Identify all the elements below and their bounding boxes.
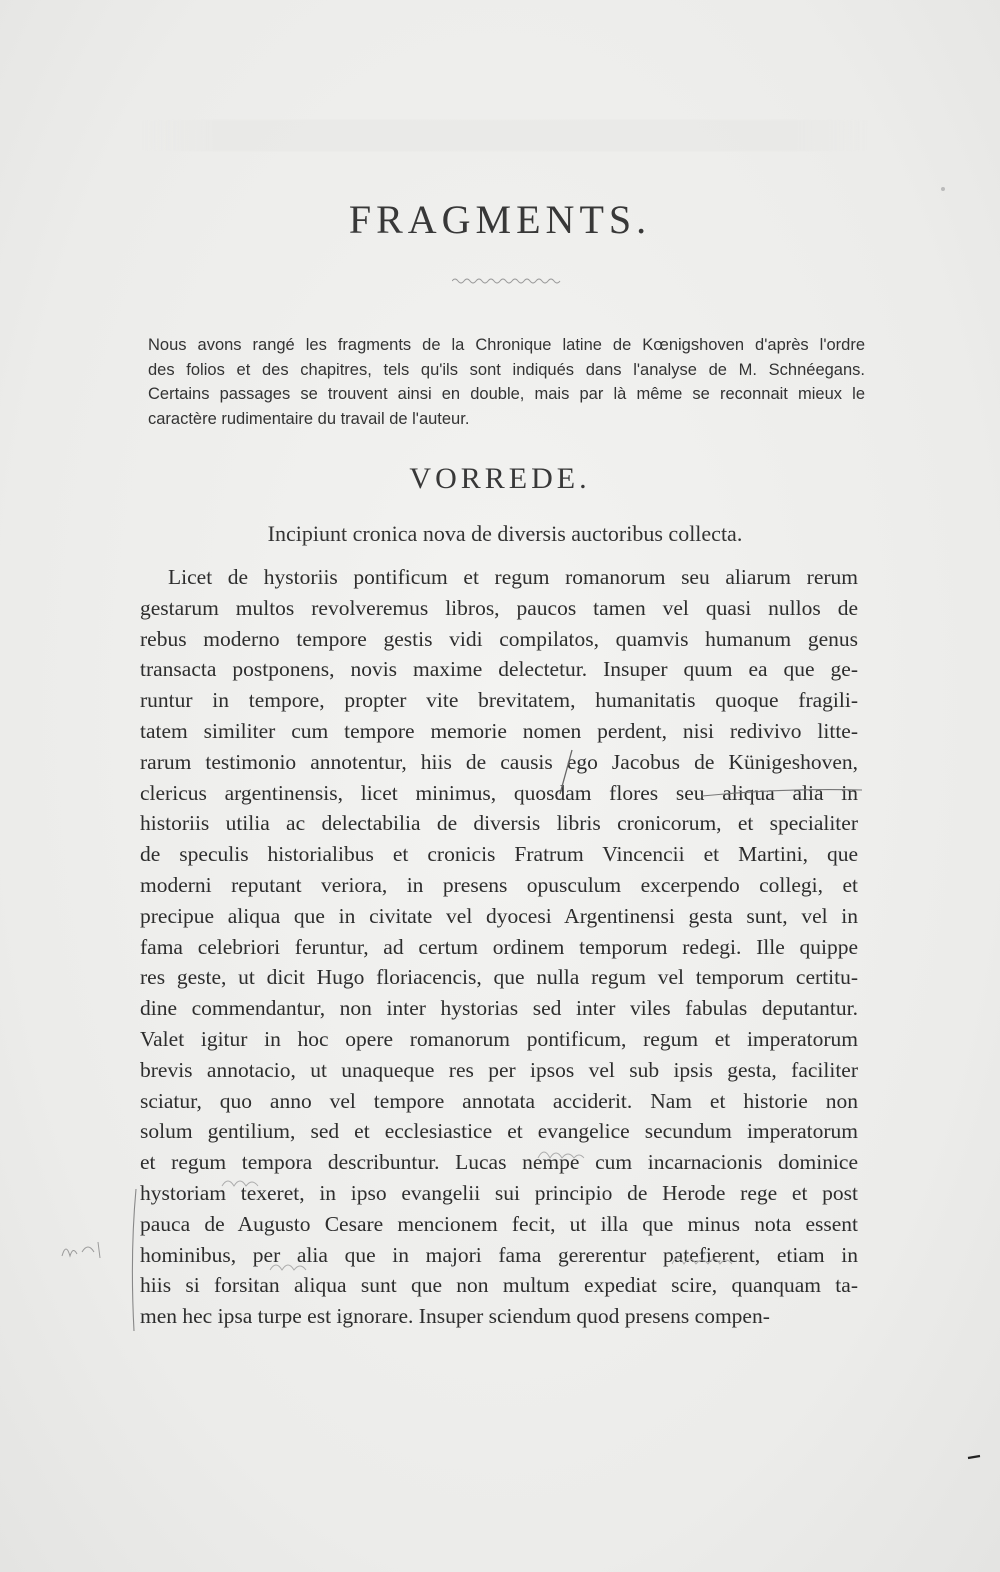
body-line: moderni reputant veriora, in presens opusculum excerpendo collegi, et — [140, 872, 858, 897]
intro-line: Certains passages se trouvent ainsi en double, mais par là même se reconnait mieux le — [148, 385, 865, 403]
body-line: Valet igitur in hoc opere romanorum pontificum, regum et imperatorum — [140, 1026, 858, 1051]
body-line: hominibus, per alia que in majori fama gererentur patefierent, etiam in — [140, 1242, 858, 1267]
body-line: sciatur, quo anno vel tempore annotata acciderit. Nam et historie non — [140, 1088, 858, 1113]
intro-line: des folios et des chapitres, tels qu'ils sont indiqués dans l'analyse de M. Schnéegans. — [148, 360, 865, 379]
editorial-note — [148, 333, 865, 431]
intro-line: Nous avons rangé les fragments de la Chronique latine de Kœnigshoven d'après l'ordre — [148, 336, 865, 354]
pencil-margin-scribble — [58, 1232, 108, 1266]
intro-line: caractère rudimentaire du travail de l'auteur. — [148, 409, 470, 428]
latin-body-text — [140, 562, 858, 1332]
body-line: hystoriam texeret, in ipso evangelii sui principio de Herode rege et post — [140, 1180, 858, 1205]
body-line: rarum testimonio annotentur, hiis de causis ego Jacobus de Künigeshoven, — [140, 749, 858, 774]
body-line: brevis annotacio, ut unaqueque res per ipsos vel sub ipsis gesta, faciliter — [140, 1057, 858, 1082]
body-line: transacta postponens, novis maxime delectetur. Insuper quum ea que ge- — [140, 657, 858, 682]
bleed-through-shadow — [140, 120, 870, 151]
body-line: clericus argentinensis, licet minimus, quosdam flores seu aliqua alia in — [140, 780, 858, 805]
body-line: hiis si forsitan aliqua sunt que non multum expediat scire, quanquam ta- — [140, 1273, 858, 1298]
body-line: de speculis historialibus et cronicis Fratrum Vincencii et Martini, que — [140, 842, 858, 867]
body-line: precipue aliqua que in civitate vel dyocesi Argentinensi gesta sunt, vel in — [140, 903, 858, 928]
page-title: FRAGMENTS. — [348, 197, 652, 242]
body-line: solum gentilium, sed et ecclesiastice et evangelice secundum imperatorum — [140, 1119, 858, 1144]
paper-speck — [938, 184, 948, 194]
body-line: res geste, ut dicit Hugo floriacencis, que nulla regum vel temporum certitu- — [140, 965, 858, 990]
section-heading: VORREDE. — [409, 462, 591, 495]
body-line: fama celebriori feruntur, ad certum ordinem temporum redegi. Ille quippe — [140, 934, 858, 959]
body-line: rebus moderno tempore gestis vidi compilatos, quamvis humanum genus — [140, 626, 858, 651]
body-line: gestarum multos revolveremus libros, paucos tamen vel quasi nullos de — [140, 595, 858, 620]
body-line: historiis utilia ac delectabilia de diversis libris cronicorum, et specialiter — [140, 811, 858, 836]
body-line: pauca de Augusto Cesare mencionem fecit, ut illa que minus nota essent — [140, 1211, 858, 1236]
body-line: men hec ipsa turpe est ignorare. Insuper sciendum quod presens compen- — [140, 1304, 770, 1329]
body-line: dine commendantur, non inter hystorias sed inter viles fabulas deputantur. — [140, 996, 858, 1021]
body-line: tatem similiter cum tempore memorie nomen perdent, nisi redivivo litte- — [140, 718, 858, 743]
section-subheading: Incipiunt cronica nova de diversis auctoribus collecta. — [267, 521, 743, 546]
paper-edge-mark — [966, 1452, 982, 1462]
body-line: Licet de hystoriis pontificum et regum romanorum seu aliarum rerum — [168, 565, 858, 589]
body-line: et regum tempora describuntur. Lucas nempe cum incarnacionis dominice — [140, 1150, 858, 1175]
body-line: runtur in tempore, propter vite brevitatem, humanitatis quoque fragili- — [140, 688, 858, 713]
pencil-underline-mark — [452, 276, 564, 286]
